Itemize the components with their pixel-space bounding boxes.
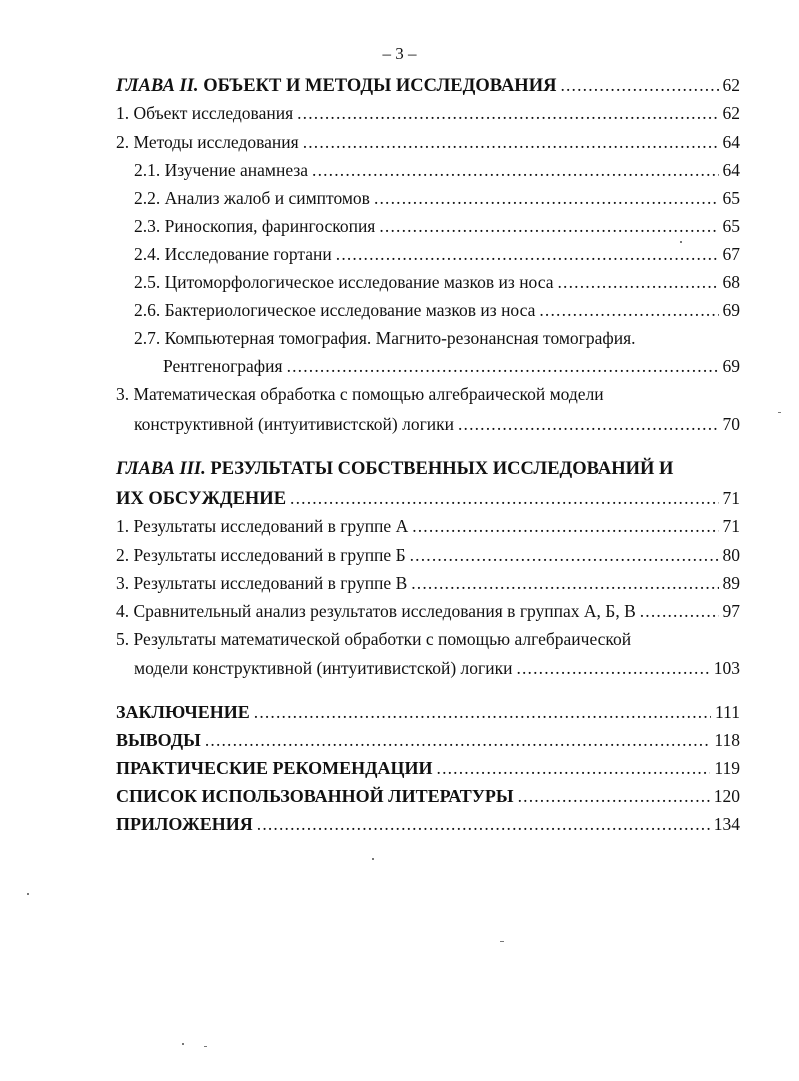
entry-label: 4. Сравнительный анализ результатов исследования в группах А, Б, В [116, 601, 636, 621]
dot-leader [516, 657, 709, 679]
entry-label: 1. Объект исследования [116, 103, 294, 123]
scan-speck [500, 941, 504, 942]
dot-leader [290, 487, 718, 509]
toc-entry[interactable] [134, 187, 740, 209]
entry-label: 2.2. Анализ жалоб и симптомов [134, 188, 370, 208]
toc-entry-line1[interactable]: 2.7. Компьютерная томография. Магнито-резонансная томография. [134, 328, 636, 348]
toc-entry[interactable] [134, 299, 740, 321]
section-label: ВЫВОДЫ [116, 730, 201, 750]
page-ref: 89 [722, 573, 740, 593]
page-ref: 120 [713, 786, 740, 806]
page-ref: 65 [722, 188, 740, 208]
dot-leader [458, 413, 719, 435]
toc-entry[interactable] [134, 159, 740, 181]
dot-leader [410, 544, 719, 566]
dot-leader [312, 159, 718, 181]
page-ref: 64 [722, 160, 740, 180]
scan-speck [204, 1046, 207, 1047]
page-ref: 62 [722, 103, 740, 123]
entry-label: 1. Результаты исследований в группе А [116, 516, 409, 536]
entry-label: 2.4. Исследование гортани [134, 244, 332, 264]
dot-leader [336, 243, 719, 265]
dot-leader [411, 572, 718, 594]
scan-speck [27, 893, 29, 895]
entry-label: модели конструктивной (интуитивистской) логики [134, 658, 513, 678]
entry-label: 2.5. Цитоморфологическое исследование мазков из носа [134, 272, 554, 292]
dot-leader [297, 102, 718, 124]
toc-entry[interactable] [134, 413, 740, 435]
toc-chapter-2[interactable] [116, 74, 740, 97]
page-ref: 69 [722, 300, 740, 320]
chapter-2-title: ОБЪЕКТ И МЕТОДЫ ИССЛЕДОВАНИЯ [203, 76, 557, 96]
dot-leader [518, 785, 710, 807]
toc-entry-line1[interactable]: 5. Результаты математической обработки с помощью алгебраической [116, 629, 632, 649]
toc-entry[interactable] [116, 600, 740, 622]
section-label: СПИСОК ИСПОЛЬЗОВАННОЙ ЛИТЕРАТУРЫ [116, 786, 514, 806]
section-label: ЗАКЛЮЧЕНИЕ [116, 702, 250, 722]
toc-entry[interactable] [116, 572, 740, 594]
dot-leader [412, 515, 718, 537]
entry-label: 2.3. Риноскопия, фарингоскопия [134, 216, 376, 236]
page-ref: 111 [715, 702, 740, 722]
scan-speck [680, 241, 682, 243]
page-ref: 68 [722, 272, 740, 292]
dot-leader [560, 74, 718, 96]
page-ref: 64 [722, 132, 740, 152]
toc-entry[interactable] [134, 243, 740, 265]
section-label: ПРАКТИЧЕСКИЕ РЕКОМЕНДАЦИИ [116, 758, 433, 778]
toc-entry[interactable] [163, 355, 740, 377]
page-ref: 69 [722, 356, 740, 376]
page-ref: 70 [722, 414, 740, 434]
toc-entry[interactable] [116, 515, 740, 537]
dot-leader [303, 131, 719, 153]
toc-entry[interactable] [134, 215, 740, 237]
toc-entry[interactable] [116, 544, 740, 566]
chapter-3-title: РЕЗУЛЬТАТЫ СОБСТВЕННЫХ ИССЛЕДОВАНИЙ И [210, 459, 674, 479]
scan-speck [182, 1043, 184, 1045]
dot-leader [254, 701, 711, 723]
page-ref: 118 [714, 730, 740, 750]
entry-label: 2. Результаты исследований в группе Б [116, 545, 406, 565]
chapter-2-prefix: ГЛАВА II. [116, 76, 199, 96]
page-ref: 71 [722, 516, 740, 536]
dot-leader [287, 355, 719, 377]
chapter-3-prefix: ГЛАВА III. [116, 459, 206, 479]
toc-entry[interactable] [116, 131, 740, 153]
section-label: ПРИЛОЖЕНИЯ [116, 814, 253, 834]
toc-section[interactable] [116, 729, 740, 751]
toc-chapter-3-line1[interactable] [116, 458, 673, 480]
entry-label: 2. Методы исследования [116, 132, 299, 152]
page-ref: 80 [722, 545, 740, 565]
toc-section[interactable] [116, 813, 740, 835]
page-ref: 71 [722, 488, 740, 508]
toc-entry[interactable] [134, 657, 740, 679]
dot-leader [379, 215, 718, 237]
toc-entry[interactable] [134, 271, 740, 293]
dot-leader [558, 271, 719, 293]
page-ref: 65 [722, 216, 740, 236]
dot-leader [437, 757, 711, 779]
scan-speck [372, 858, 374, 860]
page-ref: 119 [714, 758, 740, 778]
entry-label: 2.1. Изучение анамнеза [134, 160, 309, 180]
toc-entry-line1[interactable]: 3. Математическая обработка с помощью алгебраической модели [116, 384, 604, 404]
page-ref: 62 [722, 75, 740, 95]
entry-label: 2.6. Бактериологическое исследование мазков из носа [134, 300, 536, 320]
page-number: – 3 – [382, 44, 417, 63]
page-ref: 67 [722, 244, 740, 264]
dot-leader [205, 729, 711, 751]
scan-speck [778, 412, 781, 413]
toc-section[interactable] [116, 701, 740, 723]
dot-leader [539, 299, 718, 321]
entry-label: Рентгенография [163, 356, 283, 376]
dot-leader [257, 813, 710, 835]
page-ref: 103 [713, 658, 740, 678]
dot-leader [640, 600, 719, 622]
toc-section[interactable] [116, 785, 740, 807]
entry-label: 3. Результаты исследований в группе В [116, 573, 408, 593]
toc-entry[interactable] [116, 102, 740, 124]
toc-section[interactable] [116, 757, 740, 779]
dot-leader [374, 187, 719, 209]
page-ref: 97 [722, 601, 740, 621]
page-ref: 134 [713, 814, 740, 834]
chapter-3-title-cont: ИХ ОБСУЖДЕНИЕ [116, 489, 287, 509]
toc-chapter-3[interactable] [116, 487, 740, 510]
entry-label: конструктивной (интуитивистской) логики [134, 414, 454, 434]
